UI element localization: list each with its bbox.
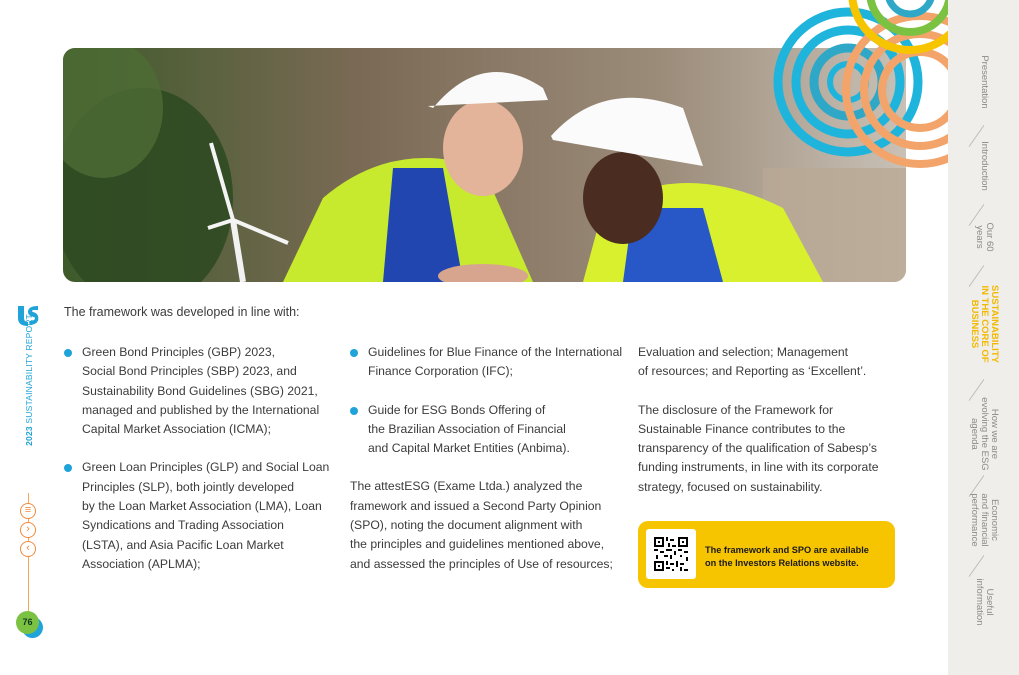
text-line: (SPO), noting the document alignment with [350,518,583,533]
text-line: managed and published by the International [82,402,320,417]
text-line: Finance Corporation (IFC); [368,364,513,379]
nav-label: How we are [988,408,1000,460]
text-line: Sustainability Bond Guidelines (SBG) 2021, [82,383,318,398]
nav-label: Useful [983,588,995,616]
text-line: The disclosure of the Framework for [638,402,834,417]
nav-label: IN THE CORE OF [978,285,990,363]
column-3 [638,343,898,497]
column-1 [64,343,344,574]
chevron-right-icon[interactable]: › [20,522,36,538]
text-line: and Capital Market Entities (Anbima). [368,441,570,456]
text-line: Guide for ESG Bonds Offering of [368,402,546,417]
report-year: 2023 [24,426,34,446]
text-line: and assessed the principles of Use of resources; [350,556,613,571]
text-line: Capital Market Association (ICMA); [82,422,271,437]
bullet-lma [64,458,344,574]
nav-label: Economic [988,499,1000,541]
qr-code-icon[interactable] [646,529,696,579]
nav-label: Introduction [978,141,990,191]
column-2 [350,343,635,574]
nav-item-sustainability[interactable] [969,285,999,363]
nav-label: Our 60 [983,222,995,252]
paragraph-evaluation [638,343,898,382]
paragraph-disclosure [638,401,898,497]
nav-item-economic-performance[interactable] [969,493,999,546]
text-line: framework and issued a Second Party Opinion [350,498,602,513]
nav-label: evolving the ESG [978,397,990,471]
bullet-icma [64,343,344,439]
nav-label: Presentation [978,55,990,109]
text-line: Syndications and Trading Association [82,518,284,533]
text-line: The attestESG (Exame Ltda.) analyzed the [350,479,583,494]
text-line: Guidelines for Blue Finance of the International [368,345,623,359]
nav-label: years [973,225,985,249]
text-line: Social Bond Principles (SBP) 2023, and [82,364,297,379]
bullet-ifc [350,343,635,382]
investor-relations-callout[interactable] [638,521,895,588]
paragraph-attest [350,477,635,573]
nav-label: BUSINESS [968,299,980,349]
text-line: Association (APLMA); [82,556,201,571]
text-line: Green Loan Principles (GLP) and Social Loan [82,460,330,475]
text-line: Green Bond Principles (GBP) 2023, [82,345,276,359]
nav-item-introduction[interactable] [979,141,989,191]
intro-text: The framework was developed in line with: [64,305,300,319]
section-navigation [948,0,1019,675]
text-line: of resources; and Reporting as ‘Excellent’. [638,364,867,379]
text-line: strategy, focused on sustainability. [638,479,823,494]
text-line: transparency of the qualification of Sabesp’s [638,441,877,456]
text-line: funding instruments, in line with its corporate [638,460,879,475]
text-line: Evaluation and selection; Management [638,345,849,359]
nav-label: SUSTAINABILITY [988,285,1000,363]
text-line: Sustainable Finance contributes to the [638,421,846,436]
callout-line: The framework and SPO are available [705,545,869,555]
report-name: SUSTAINABILITY REPORT [24,314,34,424]
callout-text [705,544,869,569]
text-line: by the Loan Market Association (LMA), Loan [82,499,322,514]
nav-item-presentation[interactable] [979,55,989,108]
bullet-anbima [350,401,635,459]
text-line: the Brazilian Association of Financial [368,421,566,436]
nav-item-useful-information[interactable] [974,579,994,626]
menu-icon[interactable]: ≡ [20,503,36,519]
nav-label: performance [968,493,980,547]
callout-line: on the Investors Relations website. [705,557,859,568]
nav-label: information [973,578,985,626]
text-line: the principles and guidelines mentioned above, [350,537,605,552]
nav-item-esg-agenda[interactable] [969,397,999,470]
decorative-circles [770,0,948,200]
page-number: 76 [16,611,39,634]
text-line: (LSTA), and Asia Pacific Loan Market [82,537,284,552]
nav-divider [969,555,985,577]
report-title [24,314,34,446]
nav-label: and financial [978,493,990,547]
text-line: Principles (SLP), both jointly developed [82,479,295,494]
nav-item-our-60-years[interactable] [974,222,994,251]
nav-label: agenda [968,418,980,450]
nav-divider [969,265,985,287]
chevron-left-icon[interactable]: ‹ [20,541,36,557]
